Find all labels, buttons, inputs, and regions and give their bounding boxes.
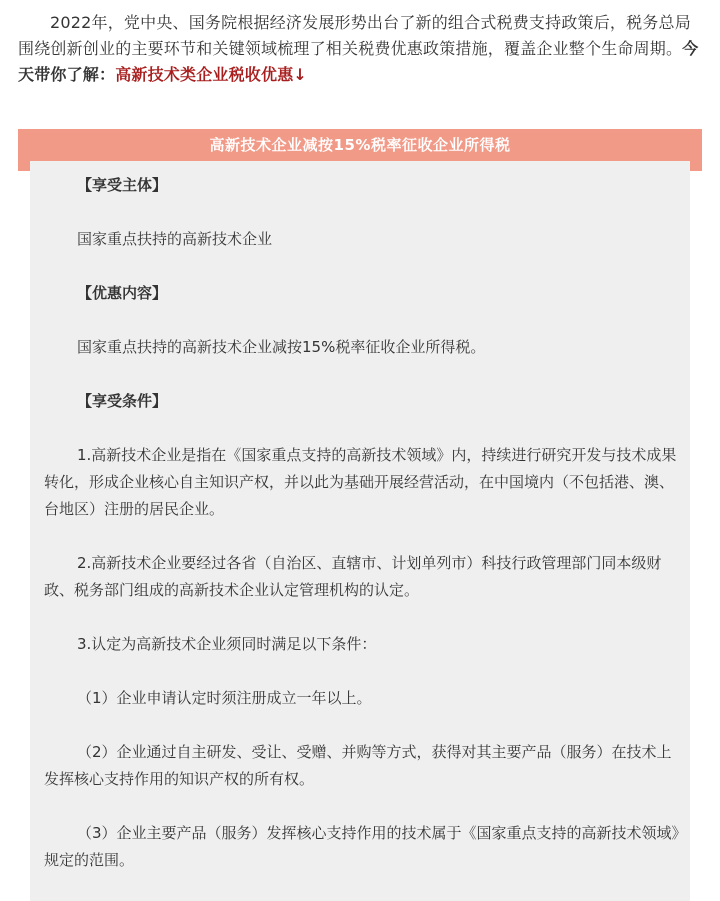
intro-paragraph — [18, 10, 702, 88]
banner-tab-right — [690, 161, 702, 171]
banner-tab-left — [18, 161, 30, 171]
intro-highlight-bold: 今天带你了解： — [18, 39, 699, 84]
subject-heading: 【享受主体】 — [77, 176, 168, 194]
condition-3: 3.认定为高新技术企业须同时满足以下条件： — [77, 635, 377, 653]
intro-text: 2022年，党中央、国务院根据经济发展形势出台了新的组合式税费支持政策后，税务总局围绕创新创业的主要环节和关键领域梳理了相关税费优惠政策措施，覆盖企业整个生命周期。 — [18, 13, 691, 58]
conditions-heading: 【享受条件】 — [77, 392, 168, 410]
banner-title: 高新技术企业减按15%税率征收企业所得税 — [209, 136, 511, 154]
sub-condition-3: （3）企业主要产品（服务）发挥核心支持作用的技术属于《国家重点支持的高新技术领域》规定的范围。 — [44, 824, 680, 869]
benefit-text: 国家重点扶持的高新技术企业减按15%税率征收企业所得税。 — [77, 338, 486, 356]
policy-content — [44, 172, 684, 874]
section-banner — [18, 129, 702, 161]
sub-condition-1: （1）企业申请认定时须注册成立一年以上。 — [77, 689, 372, 707]
condition-1: 1.高新技术企业是指在《国家重点支持的高新技术领域》内，持续进行研究开发与技术成果转化，形成企业核心自主知识产权，并以此为基础开展经营活动，在中国境内（不包括港、澳、台地区）注册的居民企业。 — [44, 446, 677, 518]
benefit-heading: 【优惠内容】 — [77, 284, 168, 302]
intro-highlight-red: 高新技术类企业税收优惠↓ — [115, 65, 308, 84]
sub-condition-2: （2）企业通过自主研发、受让、受赠、并购等方式，获得对其主要产品（服务）在技术上发挥核心支持作用的知识产权的所有权。 — [44, 743, 672, 788]
condition-2: 2.高新技术企业要经过各省（自治区、直辖市、计划单列市）科技行政管理部门同本级财政、税务部门组成的高新技术企业认定管理机构的认定。 — [44, 554, 662, 599]
subject-text: 国家重点扶持的高新技术企业 — [77, 230, 273, 248]
